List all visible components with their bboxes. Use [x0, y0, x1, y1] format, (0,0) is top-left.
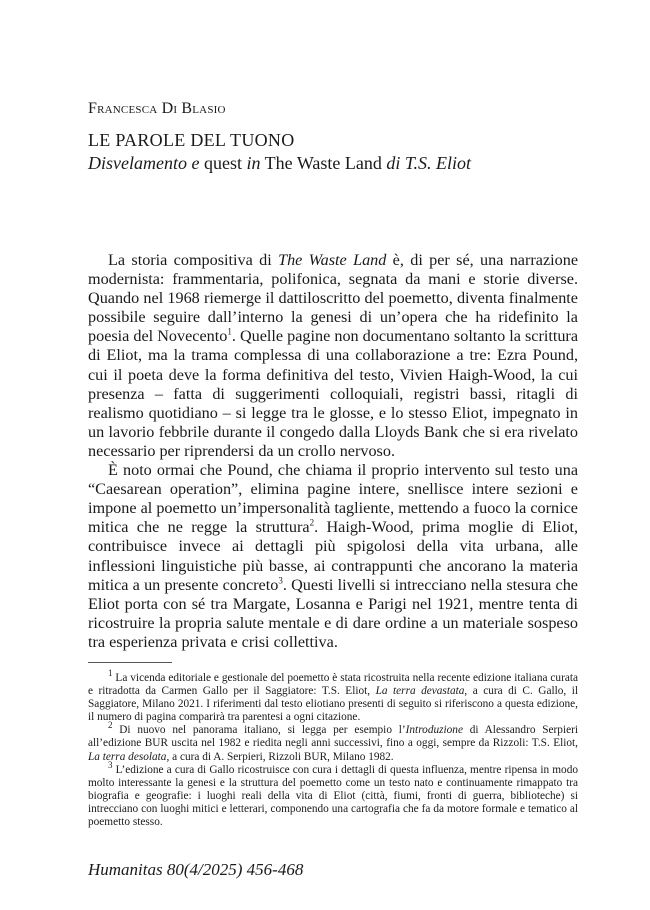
footnote-3: $^3$ L’edizione a cura di Gallo ricostruisce con cura i dettagli di questa influenza, mentre ripensa in modo molto interessante la genesi e la struttura del poemetto come un testo nato e continuamente rimappato tra biografia e geografie: i luoghi reali della vita di Eliot (città, fiumi, fronti di guerra, biblioteche) si intrecciano con luoghi mitici e letterari, componendo una cartografia che fa da motore formale e tematico al poemetto stesso. [88, 759, 578, 829]
paragraph-2: È noto ormai che Pound, che chiama il proprio intervento sul testo una “Caesarean operation”, elimina pagine intere, snellisce intere sezioni e impone al poemetto un’impersonalità tagliente, mettendo a fuoco la cornice mitica che ne regge la struttura$^2$. Haigh-Wood, prima moglie di Eliot, contribuisce invece ai dettagli più spigolosi della vita urbana, alle inflessioni linguistiche più basse, ai contrappunti che ancorano la materia mitica a un presente concreto$^3$. Questi livelli si intrecciano nella stesura che Eliot porta con sé tra Margate, Losanna e Parigi nel 1921, mentre tenta di ricostruire la propria salute mentale e di dare ordine a un materiale sospeso tra esperienza privata e crisi collettiva. [88, 461, 578, 651]
footnote-ref-2[interactable]: 2 [309, 517, 315, 528]
article-subtitle: Disvelamento e quest in The Waste Land di T.S. Eliot [88, 153, 472, 173]
footnote-1: $^1$ La vicenda editoriale e gestionale del poemetto è stata ricostruita nella recente edizione italiana curata e ritradotta da Carmen Gallo per il Saggiatore: T.S. Eliot, La terra devastata, a cura di C. Gallo, il Saggiatore, Milano 2021. I riferimenti dal testo eliotiano presenti di seguito si riferiscono a questa edizione, il numero di pagina comparirà tra parentesi a ogni citazione. [88, 668, 578, 724]
footnote-ref-3[interactable]: 3 [278, 575, 283, 586]
main-text [88, 251, 578, 652]
author-name: Francesca Di Blasio [88, 100, 226, 117]
footnotes [88, 668, 578, 829]
footnote-2: $^2$ Di nuovo nel panorama italiano, si legga per esempio l’Introduzione di Alessandro Serpieri all’edizione BUR uscita nel 1982 e riedita negli anni successivi, fino a oggi, sempre da Rizzoli: T.S. Eliot, La terra desolata, a cura di A. Serpieri, Rizzoli BUR, Milano 1982. [88, 720, 578, 763]
article-title: LE PAROLE DEL TUONO [88, 130, 295, 150]
footnote-ref-1[interactable]: 1 [227, 326, 232, 337]
footnote-rule [88, 662, 172, 663]
journal-citation: Humanitas 80(4/2025) 456-468 [88, 860, 304, 879]
paragraph-1: La storia compositiva di The Waste Land è, di per sé, una narrazione modernista: frammentaria, polifonica, segnata da mani e storie diverse. Quando nel 1968 riemerge il dattiloscritto del poemetto, diventa finalmente possibile seguire dall’interno la genesi di un’opera che ha ridefinito la poesia del Novecento$^1$. Quelle pagine non documentano soltanto la scrittura di Eliot, ma la trama complessa di una collaborazione a tre: Ezra Pound, cui il poeta deve la forma definitiva del testo, Vivien Haigh-Wood, la cui presenza – fatta di suggerimenti colloquiali, registri bassi, ritagli di realismo quotidiano – si legge tra le glosse, e lo stesso Eliot, impegnato in un lavorio febbrile durante il congedo dalla Lloyds Bank che si era rivelato necessario per riprendersi da un crollo nervoso. [88, 251, 579, 460]
